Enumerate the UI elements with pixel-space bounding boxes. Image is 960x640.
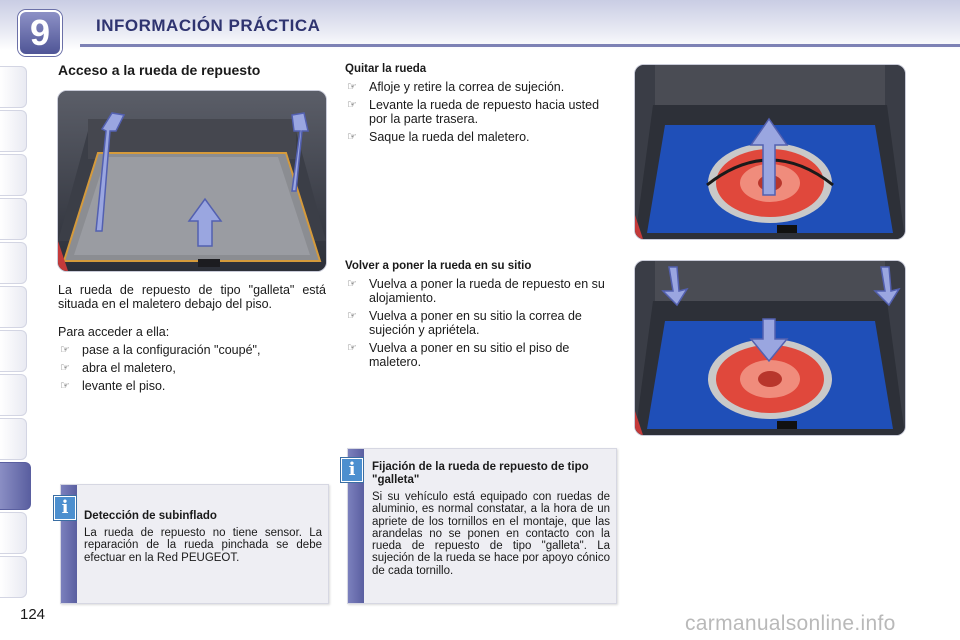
info-box-text: La rueda de repuesto no tiene sensor. La reparación de la rueda pinchada se debe efectuar en la Red PEUGEOT. [84, 527, 322, 564]
list-item: ☞ Afloje y retire la correa de sujeción. [347, 80, 565, 94]
header-rule [80, 44, 960, 47]
refit-title: Volver a poner la rueda en su sitio [345, 260, 532, 272]
side-tab[interactable] [0, 286, 27, 328]
side-tab[interactable] [0, 512, 27, 554]
page-number: 124 [20, 606, 46, 623]
pointing-hand-icon: ☞ [347, 131, 357, 143]
watermark: carmanualsonline.info [685, 612, 896, 635]
pointing-hand-icon: ☞ [60, 380, 70, 392]
info-icon: i [54, 496, 76, 520]
list-item: ☞ Vuelva a poner en su sitio la correa de sujeción y apriétela. [347, 309, 582, 337]
trunk-floor-image [57, 90, 327, 272]
pointing-hand-icon: ☞ [60, 362, 70, 374]
side-tab[interactable] [0, 374, 27, 416]
pointing-hand-icon: ☞ [347, 99, 357, 111]
spare-wheel-remove-image [634, 64, 906, 240]
refit-steps-list [345, 277, 617, 373]
side-tab[interactable] [0, 418, 27, 460]
section-title: Acceso a la rueda de repuesto [58, 62, 261, 78]
list-item: ☞ abra el maletero, [60, 361, 176, 375]
side-tab[interactable] [0, 556, 27, 598]
side-tab[interactable] [0, 66, 27, 108]
access-steps-list [58, 343, 326, 397]
info-box-title: Detección de subinflado [84, 510, 217, 522]
list-item: ☞ Saque la rueda del maletero. [347, 130, 530, 144]
list-item: ☞ pase a la configuración "coupé", [60, 343, 261, 357]
intro-text: La rueda de repuesto de tipo "galleta" está situada en el maletero debajo del piso. [58, 283, 326, 311]
pointing-hand-icon: ☞ [347, 81, 357, 93]
side-tab[interactable] [0, 110, 27, 152]
remove-title: Quitar la rueda [345, 63, 427, 75]
list-item: ☞ Vuelva a poner en su sitio el piso de maletero. [347, 341, 570, 369]
info-box-text: Si su vehículo está equipado con ruedas de aluminio, es normal constatar, a la hora de un apriete de los tornillos en el montaje, que las arandelas no se ponen en contacto con la rueda de repuesto de tipo "galleta". La sujeción de la rueda se hace por apoyo cónico de cada tornillo. [372, 491, 610, 577]
side-tab[interactable] [0, 242, 27, 284]
info-icon: i [341, 458, 363, 482]
list-item: ☞ levante el piso. [60, 379, 166, 393]
pointing-hand-icon: ☞ [60, 344, 70, 356]
side-tab[interactable] [0, 198, 27, 240]
pointing-hand-icon: ☞ [347, 310, 357, 322]
side-tab-active[interactable] [0, 462, 31, 510]
info-box-title: Fijación de la rueda de repuesto de tipo "galleta" [372, 461, 589, 486]
chapter-badge: 9 [18, 10, 62, 56]
list-item: ☞ Vuelva a poner la rueda de repuesto en su alojamiento. [347, 277, 605, 305]
side-tab[interactable] [0, 330, 27, 372]
list-item: ☞ Levante la rueda de repuesto hacia usted por la parte trasera. [347, 98, 600, 126]
side-tab[interactable] [0, 154, 27, 196]
spare-wheel-refit-image [634, 260, 906, 436]
remove-steps-list [345, 80, 617, 148]
pointing-hand-icon: ☞ [347, 278, 357, 290]
pointing-hand-icon: ☞ [347, 342, 357, 354]
access-lead: Para acceder a ella: [58, 325, 170, 339]
chapter-title: INFORMACIÓN PRÁCTICA [96, 16, 321, 35]
